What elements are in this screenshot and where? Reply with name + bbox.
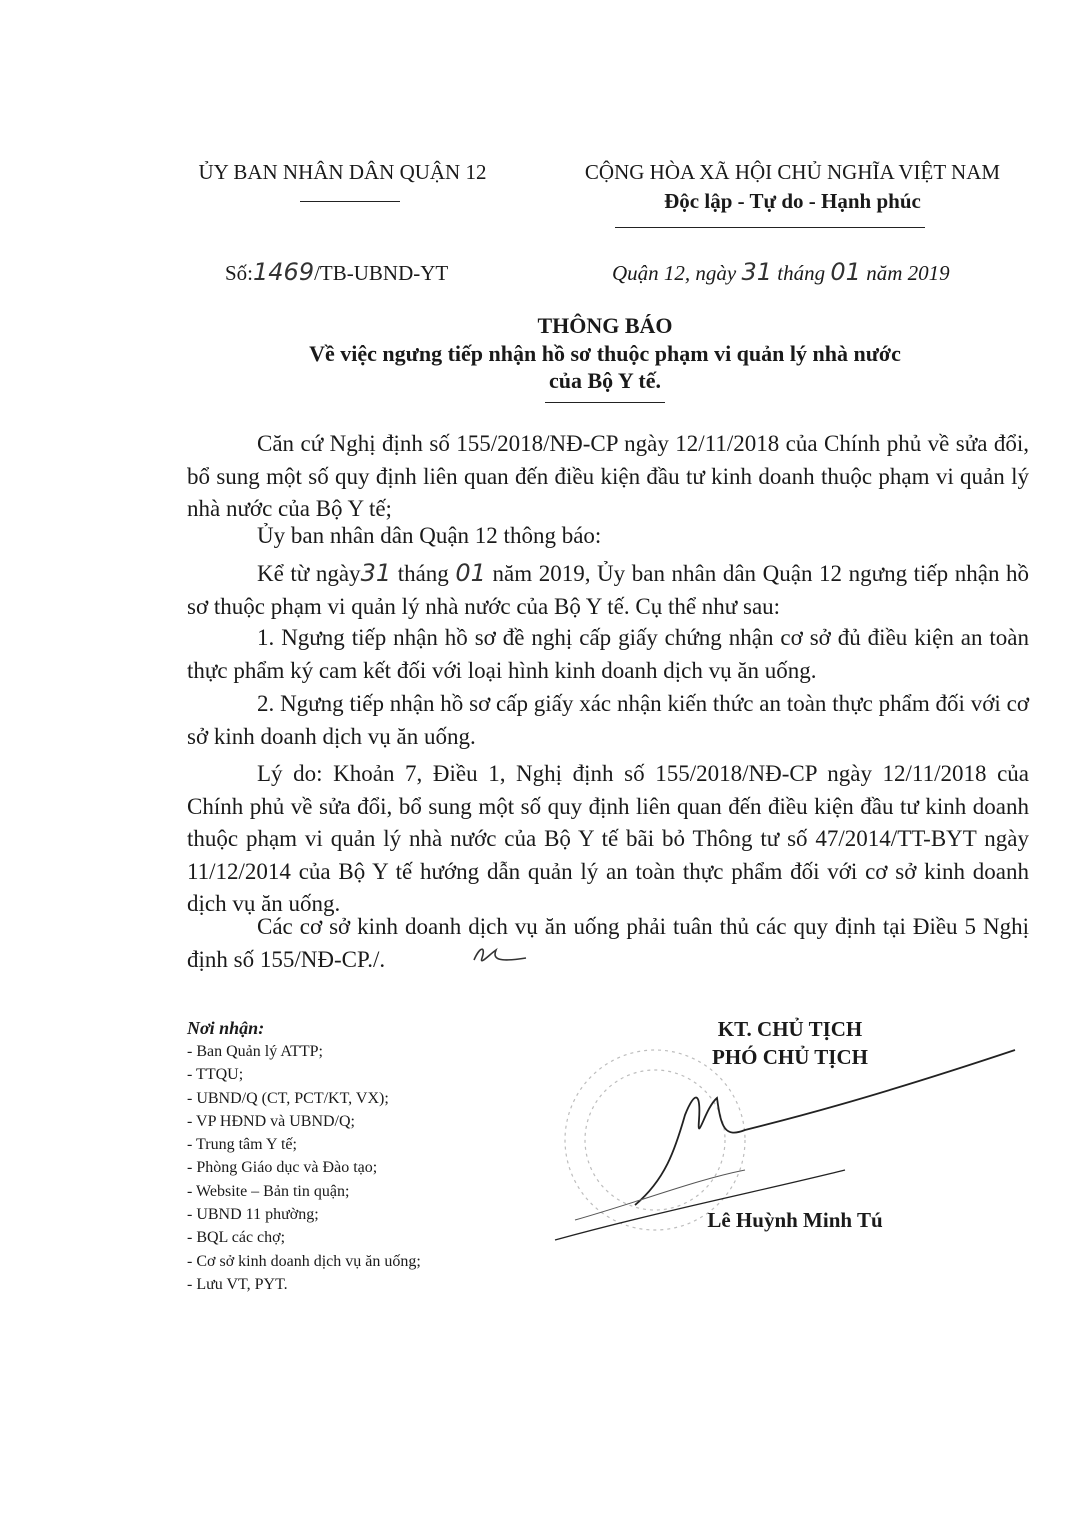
initials-mark [470,940,530,970]
motto-underline [615,227,925,228]
recipient-item: - TTQU; [187,1066,244,1084]
effective-rest: năm 2019, Ủy ban nhân dân Quận 12 ngưng tiếp nhận hồ sơ thuộc phạm vi quản lý nhà nước của Bộ Y tế. Cụ thể như sau: [187,561,1030,619]
title-underline [545,402,665,403]
paragraph-item-2: 2. Ngưng tiếp nhận hồ sơ cấp giấy xác nhận kiến thức an toàn thực phẩm đối với cơ sở kinh doanh dịch vụ ăn uống. [187,691,1029,749]
number-handwritten: 1469 [253,258,315,286]
paragraph-announcement: Ủy ban nhân dân Quận 12 thông báo: [257,523,602,548]
document-number [225,258,448,286]
notice-title: THÔNG BÁO [537,313,673,338]
national-motto: Độc lập - Tự do - Hạnh phúc [664,189,921,213]
recipient-item: - UBND/Q (CT, PCT/KT, VX); [187,1089,389,1107]
number-prefix: Số: [225,261,254,285]
recipient-item: - UBND 11 phường; [187,1206,319,1224]
number-suffix: /TB-UBND-YT [314,261,449,285]
paragraph-reason: Lý do: Khoản 7, Điều 1, Nghị định số 155/2018/NĐ-CP ngày 12/11/2018 của Chính phủ về sửa đổi, bổ sung một số quy định liên quan đến điều kiện đầu tư kinh doanh thuộc phạm vi quản lý nhà nước của Bộ Y tế bãi bỏ Thông tư số 47/2014/TT-BYT ngày 11/12/2014 của Bộ Y tế hướng dẫn quản lý an toàn thực phẩm đối với cơ sở kinh doanh dịch vụ ăn uống. [187,761,1029,916]
signature-position: PHÓ CHỦ TỊCH [712,1045,868,1069]
paragraph-item-1: 1. Ngưng tiếp nhận hồ sơ đề nghị cấp giấy chứng nhận cơ sở đủ điều kiện an toàn thực phẩm ký cam kết đối với loại hình kinh doanh dịch vụ ăn uống. [187,625,1029,683]
paragraph-legal-basis: Căn cứ Nghị định số 155/2018/NĐ-CP ngày 12/11/2018 của Chính phủ về sửa đổi, bổ sung một số quy định liên quan đến điều kiện đầu tư kinh doanh thuộc phạm vi quản lý nhà nước của Bộ Y tế; [187,431,1029,521]
recipient-item: - Ban Quản lý ATTP; [187,1043,323,1060]
recipient-item: - Website – Bản tin quận; [187,1182,350,1200]
notice-subject-line1: Về việc ngưng tiếp nhận hồ sơ thuộc phạm vi quản lý nhà nước [309,341,901,366]
effective-prefix: Kể từ ngày [257,561,361,586]
recipient-item: - BQL các chợ; [187,1229,286,1247]
authority-underline [300,201,400,202]
effective-month-handwritten: 01 [455,559,486,587]
recipients-heading: Nơi nhận: [187,1018,265,1038]
date-day-handwritten: 31 [741,258,773,286]
faint-seal-icon [565,1050,745,1230]
effective-day-handwritten: 31 [360,559,392,587]
signature-title: KT. CHỦ TỊCH [717,1017,863,1041]
document-date [612,258,950,286]
notice-subject-line2: của Bộ Y tế. [548,368,662,393]
recipient-item: - Cơ sở kinh doanh dịch vụ ăn uống; [187,1252,421,1270]
date-month-label: tháng [777,261,826,285]
date-place: Quận 12, ngày [612,261,737,285]
recipient-item: - Lưu VT, PYT. [187,1275,288,1293]
recipient-item: - Phòng Giáo dục và Đào tạo; [187,1159,378,1177]
date-month-handwritten: 01 [830,258,861,286]
paragraph-effective-date [187,557,1029,623]
issuing-authority: ỦY BAN NHÂN DÂN QUẬN 12 [198,160,487,184]
paragraph-compliance: Các cơ sở kinh doanh dịch vụ ăn uống phải tuân thủ các quy định tại Điều 5 Nghị định số 155/NĐ-CP./. [187,914,1029,972]
effective-month-label: tháng [397,561,449,586]
recipient-item: - Trung tâm Y tế; [187,1136,297,1154]
signatory-name: Lê Huỳnh Minh Tú [707,1208,883,1232]
recipients-block [187,1016,517,1296]
national-title: CỘNG HÒA XÃ HỘI CHỦ NGHĨA VIỆT NAM [584,160,1001,184]
recipient-item: - VP HĐND và UBND/Q; [187,1112,355,1130]
date-year: năm 2019 [866,261,950,285]
